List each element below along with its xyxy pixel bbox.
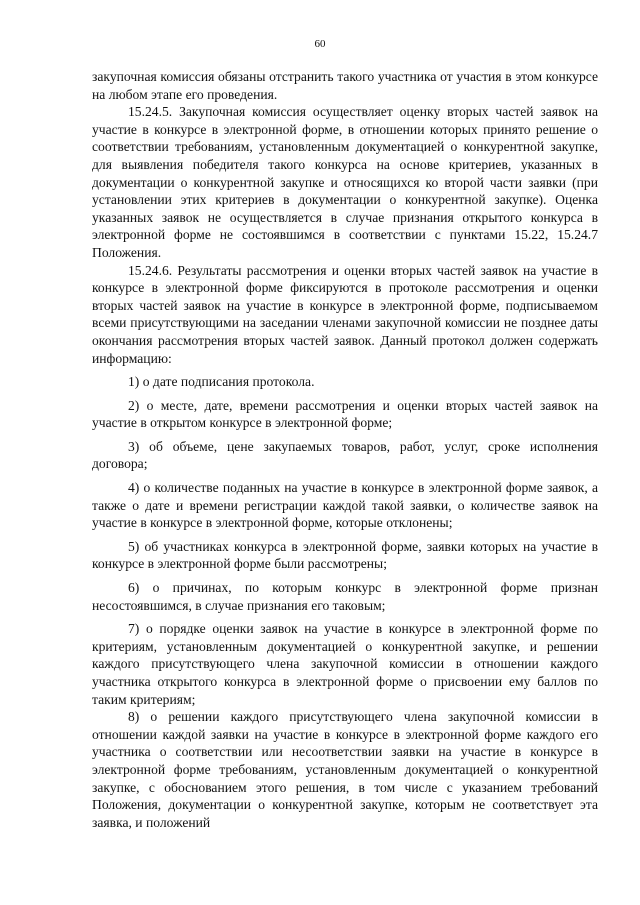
list-item-1: 1) о дате подписания протокола. <box>128 374 315 390</box>
list-item-4: 4) о количестве поданных на участие в конкурсе в электронной форме заявок, а также о дате и времени регистрации каждой такой заявки, о количестве заявок на участие в конкурсе в электронной форме, которые отклонены; <box>92 480 598 531</box>
list-item-7: 7) о порядке оценки заявок на участие в конкурсе в электронной форме по критериям, установленным документацией о конкурентной закупке, и решении каждого присутствующего члена закупочной комиссии в отношении каждого участника открытого конкурса в электронной форме о присвоении ему баллов по таким критериям; <box>92 621 598 707</box>
page-number: 60 <box>314 38 326 50</box>
document-body <box>92 68 598 831</box>
list-item-5: 5) об участниках конкурса в электронной форме, заявки которых на участие в конкурсе в электронной форме были рассмотрены; <box>92 538 598 572</box>
list-item-3: 3) об объеме, цене закупаемых товаров, работ, услуг, сроке исполнения договора; <box>92 438 598 472</box>
list-item-2: 2) о месте, дате, времени рассмотрения и оценки вторых частей заявок на участие в открытом конкурсе в электронной форме; <box>92 397 598 431</box>
paragraph-continuation: закупочная комиссия обязаны отстранить такого участника от участия в этом конкурсе на любом этапе его проведения. <box>92 69 598 102</box>
list-item-8: 8) о решении каждого присутствующего члена закупочной комиссии в отношении каждой заявки на участие в конкурсе в электронной форме каждого его участника о соответствии или несоответствии заявки на участие в конкурсе в электронной форме требованиям, установленным документацией о конкурентной закупке, с обоснованием этого решения, в том числе с указанием требований Положения, документации о конкурентной закупке, которым не соответствует эта заявка, и положений <box>92 709 598 830</box>
paragraph-15-24-5: 15.24.5. Закупочная комиссия осуществляет оценку вторых частей заявок на участие в конкурсе в электронной форме, в отношении которых принято решение о соответствии требованиям, установленным документацией о конкурентной закупке, для выявления победителя такого конкурса на основе критериев, указанных в документации о конкурентной закупке и относящихся ко второй части заявки (при установлении этих критериев в документации о конкурентной закупке). Оценка указанных заявок не осуществляется в случае признания открытого конкурса в электронной форме не состоявшимся в соответствии с пунктами 15.22, 15.24.7 Положения. <box>92 104 598 260</box>
list-item-6: 6) о причинах, по которым конкурс в электронной форме признан несостоявшимся, в случае признания его таковым; <box>92 580 598 613</box>
paragraph-15-24-6: 15.24.6. Результаты рассмотрения и оценки вторых частей заявок на участие в конкурсе в электронной форме фиксируются в протоколе рассмотрения и оценки вторых частей заявок на участие в конкурсе в электронной форме, подписываемом всеми присутствующими на заседании членами закупочной комиссии не позднее даты окончания рассмотрения вторых частей заявок. Данный протокол должен содержать информацию: <box>92 262 598 366</box>
